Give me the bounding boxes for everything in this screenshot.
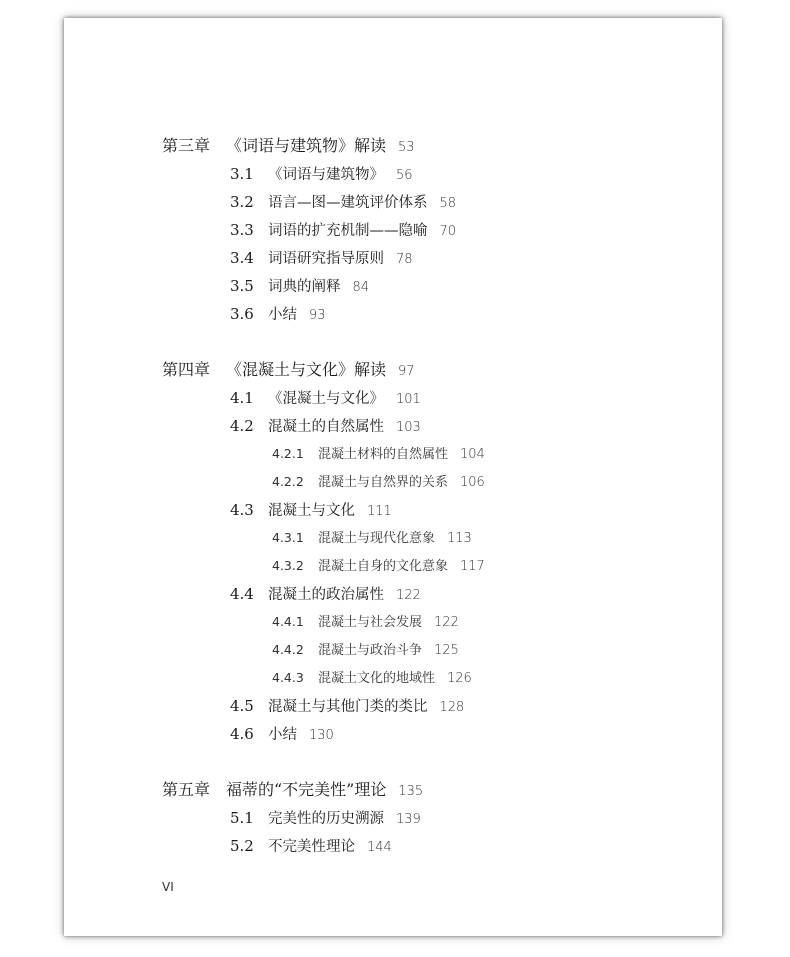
- toc-section-entry[interactable]: [230, 167, 413, 183]
- subsection-number: 4.2.2: [272, 474, 304, 489]
- toc-subsection-entry[interactable]: [272, 672, 472, 685]
- toc-section-entry[interactable]: [230, 419, 421, 435]
- page-number: 122: [396, 588, 421, 603]
- page-number: 139: [396, 812, 421, 827]
- section-title: 混凝土与文化: [268, 503, 355, 519]
- section-number: 4.2: [230, 417, 254, 435]
- subsection-number: 4.4.2: [272, 642, 304, 657]
- section-title: 小结: [268, 727, 297, 743]
- section-title: 不完美性理论: [268, 839, 355, 855]
- section-title: 完美性的历史溯源: [268, 811, 384, 827]
- subsection-title: 混凝土与政治斗争: [318, 643, 423, 658]
- page-number: 122: [434, 615, 459, 630]
- page-number: 125: [434, 643, 459, 658]
- subsection-title: 混凝土材料的自然属性: [318, 447, 449, 462]
- subsection-title: 混凝土自身的文化意象: [318, 559, 449, 574]
- page-number: 103: [396, 420, 421, 435]
- page-number: 106: [460, 475, 485, 490]
- section-title: 混凝土与其他门类的类比: [268, 699, 428, 715]
- toc-section-entry[interactable]: [230, 391, 421, 407]
- section-number: 4.1: [230, 389, 254, 407]
- toc-section-entry[interactable]: [230, 503, 392, 519]
- chapter-number: 第三章: [162, 136, 211, 155]
- page-number: 84: [352, 280, 370, 295]
- page-number: 144: [367, 840, 392, 855]
- page-number: 58: [439, 196, 457, 211]
- chapter-title: 福蒂的“不完美性”理论: [226, 780, 387, 799]
- subsection-number: 4.2.1: [272, 446, 304, 461]
- section-number: 3.6: [230, 305, 254, 323]
- toc-section-entry[interactable]: [230, 699, 464, 715]
- toc-section-entry[interactable]: [230, 195, 456, 211]
- section-number: 3.3: [230, 221, 254, 239]
- toc-subsection-entry[interactable]: [272, 560, 485, 573]
- toc-section-entry[interactable]: [230, 811, 421, 827]
- toc-section-entry[interactable]: [230, 251, 413, 267]
- toc-chapter-entry[interactable]: [162, 782, 423, 798]
- page-number: 70: [439, 224, 457, 239]
- toc-chapter-entry[interactable]: [162, 138, 415, 154]
- page-number: 128: [439, 700, 465, 715]
- subsection-number: 4.3.2: [272, 558, 304, 573]
- section-title: 词语的扩充机制——隐喻: [268, 223, 428, 239]
- page-number: 104: [460, 447, 485, 462]
- section-number: 4.3: [230, 501, 254, 519]
- section-number: 4.6: [230, 725, 254, 743]
- page-number: 135: [398, 784, 424, 799]
- toc-subsection-entry[interactable]: [272, 448, 485, 461]
- toc-section-entry[interactable]: [230, 839, 392, 855]
- section-title: 词语研究指导原则: [268, 251, 384, 267]
- section-title: 《词语与建筑物》: [268, 167, 384, 183]
- toc-subsection-entry[interactable]: [272, 644, 459, 657]
- section-number: 5.2: [230, 837, 254, 855]
- page-number: 53: [398, 140, 415, 155]
- chapter-number: 第四章: [162, 360, 211, 379]
- section-number: 3.4: [230, 249, 254, 267]
- table-of-contents: [64, 18, 722, 936]
- chapter-title: 《混凝土与文化》解读: [226, 360, 387, 379]
- page-number: 130: [309, 728, 334, 743]
- section-number: 4.5: [230, 697, 254, 715]
- section-title: 《混凝土与文化》: [268, 391, 384, 407]
- subsection-title: 混凝土与自然界的关系: [318, 475, 449, 490]
- section-number: 3.1: [230, 165, 254, 183]
- chapter-title: 《词语与建筑物》解读: [226, 136, 387, 155]
- section-number: 4.4: [230, 585, 254, 603]
- toc-subsection-entry[interactable]: [272, 616, 459, 629]
- section-number: 5.1: [230, 809, 254, 827]
- subsection-title: 混凝土与社会发展: [318, 615, 423, 630]
- page-folio: VI: [162, 880, 174, 894]
- section-title: 小结: [268, 307, 297, 323]
- section-title: 词典的阐释: [268, 279, 341, 295]
- page-number: 93: [309, 308, 326, 323]
- toc-subsection-entry[interactable]: [272, 476, 485, 489]
- page-number: 113: [447, 531, 472, 546]
- section-title: 混凝土的自然属性: [268, 419, 384, 435]
- book-page: [64, 18, 722, 936]
- page-number: 111: [367, 504, 392, 519]
- subsection-number: 4.3.1: [272, 530, 304, 545]
- toc-section-entry[interactable]: [230, 279, 369, 295]
- subsection-title: 混凝土与现代化意象: [318, 531, 436, 546]
- subsection-number: 4.4.1: [272, 614, 304, 629]
- page-number: 126: [447, 671, 472, 686]
- toc-section-entry[interactable]: [230, 727, 334, 743]
- section-title: 语言—图—建筑评价体系: [268, 195, 428, 211]
- page-number: 56: [396, 168, 413, 183]
- page-number: 97: [398, 364, 415, 379]
- toc-chapter-entry[interactable]: [162, 362, 415, 378]
- toc-section-entry[interactable]: [230, 223, 456, 239]
- toc-section-entry[interactable]: [230, 587, 421, 603]
- section-number: 3.5: [230, 277, 254, 295]
- chapter-number: 第五章: [162, 780, 211, 799]
- toc-subsection-entry[interactable]: [272, 532, 472, 545]
- page-number: 117: [460, 559, 485, 574]
- section-title: 混凝土的政治属性: [268, 587, 384, 603]
- section-number: 3.2: [230, 193, 254, 211]
- subsection-title: 混凝土文化的地域性: [318, 671, 436, 686]
- toc-section-entry[interactable]: [230, 307, 326, 323]
- page-number: 78: [396, 252, 413, 267]
- subsection-number: 4.4.3: [272, 670, 304, 685]
- page-number: 101: [396, 392, 421, 407]
